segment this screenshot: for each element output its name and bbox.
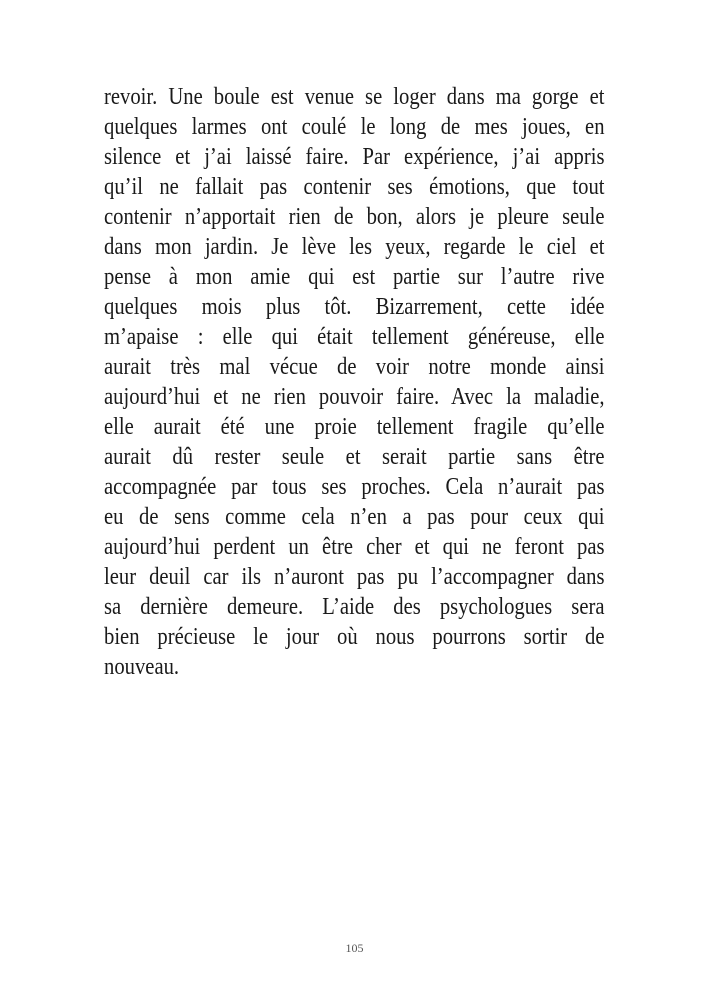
text-line: aurait dû rester seule et serait partie sans être xyxy=(104,444,605,470)
text-line: accompagnée par tous ses proches. Cela n’aurait pas xyxy=(104,474,605,500)
text-line: quelques mois plus tôt. Bizarrement, cette idée xyxy=(104,294,605,320)
text-line: elle aurait été une proie tellement fragile qu’elle xyxy=(104,414,605,440)
text-line: sa dernière demeure. L’aide des psychologues sera xyxy=(104,594,605,620)
text-line: aurait très mal vécue de voir notre monde ainsi xyxy=(104,354,605,380)
text-line: contenir n’apportait rien de bon, alors je pleure seule xyxy=(104,204,605,230)
text-line: dans mon jardin. Je lève les yeux, regarde le ciel et xyxy=(104,234,605,260)
text-line: quelques larmes ont coulé le long de mes joues, en xyxy=(104,114,605,140)
text-line: aujourd’hui et ne rien pouvoir faire. Avec la maladie, xyxy=(104,384,605,410)
text-line: revoir. Une boule est venue se loger dans ma gorge et xyxy=(104,84,605,110)
page-number: 105 xyxy=(345,941,364,955)
text-line: m’apaise : elle qui était tellement généreuse, elle xyxy=(104,324,605,350)
text-line: leur deuil car ils n’auront pas pu l’accompagner dans xyxy=(104,564,605,590)
text-line: nouveau. xyxy=(104,654,180,680)
text-line: aujourd’hui perdent un être cher et qui ne feront pas xyxy=(104,534,605,560)
body-paragraph xyxy=(104,82,605,682)
text-line: qu’il ne fallait pas contenir ses émotions, que tout xyxy=(104,174,605,200)
text-line: bien précieuse le jour où nous pourrons sortir de xyxy=(104,624,605,650)
text-line: silence et j’ai laissé faire. Par expérience, j’ai appris xyxy=(104,144,605,170)
text-line: pense à mon amie qui est partie sur l’autre rive xyxy=(104,264,605,290)
text-line: eu de sens comme cela n’en a pas pour ceux qui xyxy=(104,504,605,530)
